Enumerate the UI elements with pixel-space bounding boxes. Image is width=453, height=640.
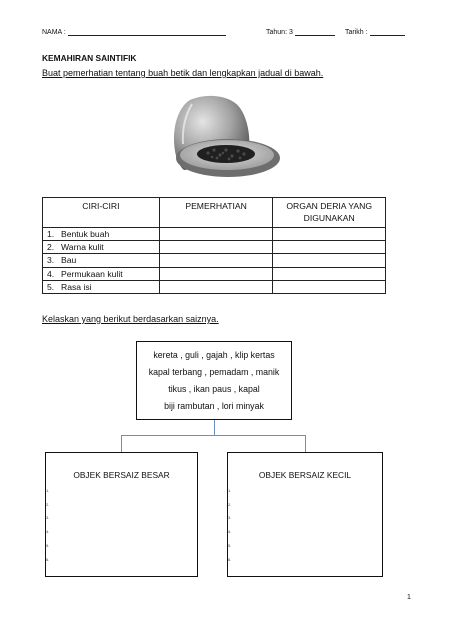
- sense-organ-answer-cell[interactable]: [273, 280, 386, 293]
- page-number: 1: [407, 594, 411, 601]
- characteristic-cell: 2. Warna kulit: [43, 241, 160, 254]
- word-line: kereta , guli , gajah , klip kertas: [153, 350, 275, 360]
- table-row: [43, 280, 386, 293]
- word-line: tikus , ikan paus , kapal: [168, 384, 260, 394]
- papaya-illustration: [168, 92, 288, 182]
- answer-markers-small: 1. 2. 3. 4. 5. 6.: [228, 488, 232, 562]
- sense-organ-answer-cell[interactable]: [273, 267, 386, 280]
- connector-bar: [121, 435, 306, 436]
- characteristic-cell: 3. Bau: [43, 254, 160, 267]
- word-list-box: [136, 341, 292, 420]
- category-title-big: OBJEK BERSAIZ BESAR: [73, 470, 170, 480]
- answer-markers-big: 1. 2. 3. 4. 5. 6.: [46, 488, 50, 562]
- word-line: kapal terbang , pemadam , manik: [148, 367, 280, 377]
- instruction-classify: Kelaskan yang berikut berdasarkan saiznya.: [42, 314, 219, 324]
- word-line: biji rambutan , lori minyak: [164, 401, 264, 411]
- characteristic-cell: 5. Rasa isi: [43, 280, 160, 293]
- connector-right: [305, 435, 306, 452]
- name-underline: [68, 28, 226, 36]
- observation-answer-cell[interactable]: [159, 280, 273, 293]
- header-sense-organ: ORGAN DERIA YANG DIGUNAKAN: [273, 198, 386, 228]
- year-label: Tahun: 3: [266, 29, 293, 36]
- table-header-row: [43, 198, 386, 228]
- category-title-small: OBJEK BERSAIZ KECIL: [258, 470, 352, 480]
- worksheet-title: KEMAHIRAN SAINTIFIK: [42, 53, 137, 63]
- instruction-observe: Buat pemerhatian tentang buah betik dan lengkapkan jadual di bawah.: [42, 68, 324, 78]
- year-field[interactable]: [266, 28, 335, 36]
- sense-organ-answer-cell[interactable]: [273, 254, 386, 267]
- date-label: Tarikh :: [345, 29, 368, 36]
- sense-organ-answer-cell[interactable]: [273, 241, 386, 254]
- connector-stem: [214, 420, 215, 435]
- category-box-big[interactable]: [45, 452, 198, 577]
- table-row: [43, 254, 386, 267]
- table-row: [43, 267, 386, 280]
- observation-answer-cell[interactable]: [159, 254, 273, 267]
- papaya-seeds: [197, 145, 255, 163]
- year-underline: [295, 28, 335, 36]
- observation-answer-cell[interactable]: [159, 267, 273, 280]
- characteristic-cell: 1. Bentuk buah: [43, 228, 160, 241]
- connector-left: [121, 435, 122, 452]
- date-field[interactable]: [345, 28, 405, 36]
- header-characteristics: CIRI-CIRI: [43, 198, 160, 228]
- observation-table: [42, 197, 386, 294]
- observation-answer-cell[interactable]: [159, 228, 273, 241]
- characteristic-cell: 4. Permukaan kulit: [43, 267, 160, 280]
- name-label: NAMA :: [42, 29, 66, 36]
- header-observation: PEMERHATIAN: [159, 198, 273, 228]
- table-row: [43, 228, 386, 241]
- category-box-small[interactable]: [227, 452, 383, 577]
- table-row: [43, 241, 386, 254]
- name-field[interactable]: [42, 28, 226, 36]
- date-underline: [370, 28, 405, 36]
- observation-answer-cell[interactable]: [159, 241, 273, 254]
- sense-organ-answer-cell[interactable]: [273, 228, 386, 241]
